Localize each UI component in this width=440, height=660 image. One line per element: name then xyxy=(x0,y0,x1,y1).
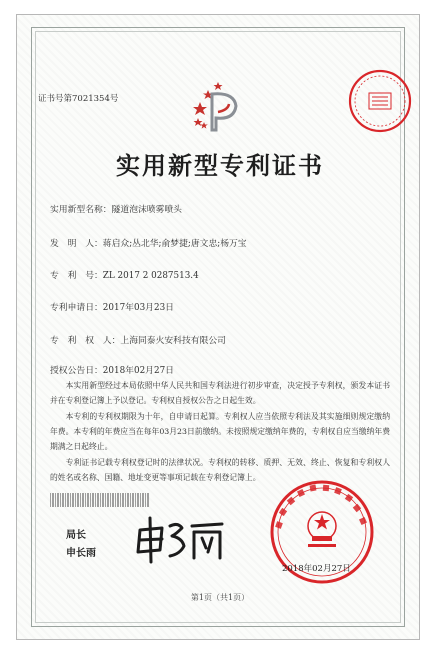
field-label: 授权公告日： xyxy=(50,366,103,376)
barcode xyxy=(50,493,150,507)
field-patentee xyxy=(50,333,226,346)
field-label: 实用新型名称： xyxy=(50,205,112,215)
field-value: 隧道泡沫喷雾喷头 xyxy=(111,205,182,215)
certificate-number: 证书号第7021354号 xyxy=(38,94,119,104)
body-paragraph: 专利证书记载专利权登记时的法律状况。专利权的转移、质押、无效、终止、恢复和专利权人的姓名或名称、国籍、地址变更等事项记载在专利登记簿上。 xyxy=(50,458,390,482)
director-title: 局长 xyxy=(66,530,86,541)
body-paragraph: 本专利的专利权期限为十年，自申请日起算。专利权人应当依照专利法及其实施细则规定缴纳年费。本专利的年费应当在每年03月23日前缴纳。未按照规定缴纳年费的，专利权自应当缴纳年费期满之日起终止。 xyxy=(50,412,390,451)
field-utility-name xyxy=(50,202,182,215)
field-label: 专 利 号： xyxy=(50,271,103,281)
field-inventors xyxy=(50,236,247,249)
field-patent-number xyxy=(50,268,199,281)
field-value: 蒋启众;丛北华;俞梦捷;唐文忠;杨万宝 xyxy=(102,239,247,249)
cnipa-logo-icon xyxy=(188,72,246,138)
page-number: 第1页（共1页） xyxy=(190,593,250,602)
body-paragraph: 本实用新型经过本局依照中华人民共和国专利法进行初步审查，决定授予专利权，颁发本证书并在专利登记簿上予以登记。专利权自授权公告之日起生效。 xyxy=(50,381,390,405)
field-label: 发 明 人： xyxy=(50,239,103,249)
field-value: ZL 2017 2 0287513.4 xyxy=(102,271,199,281)
director-signature xyxy=(132,512,228,566)
field-value: 2017年03月23日 xyxy=(102,303,174,313)
field-value: 上海同泰火安科技有限公司 xyxy=(120,336,226,346)
page-title: 实用新型专利证书 xyxy=(116,151,324,180)
company-seal-icon xyxy=(345,66,415,136)
certificate-body xyxy=(50,378,390,486)
field-filing-date xyxy=(50,300,174,313)
field-grant-date xyxy=(50,363,174,376)
field-label: 专 利 权 人： xyxy=(50,336,121,346)
field-value: 2018年02月27日 xyxy=(102,366,174,376)
director-name: 申长雨 xyxy=(66,548,96,559)
issue-date: 2018年02月27日 xyxy=(282,564,351,574)
field-label: 专利申请日： xyxy=(50,303,103,313)
